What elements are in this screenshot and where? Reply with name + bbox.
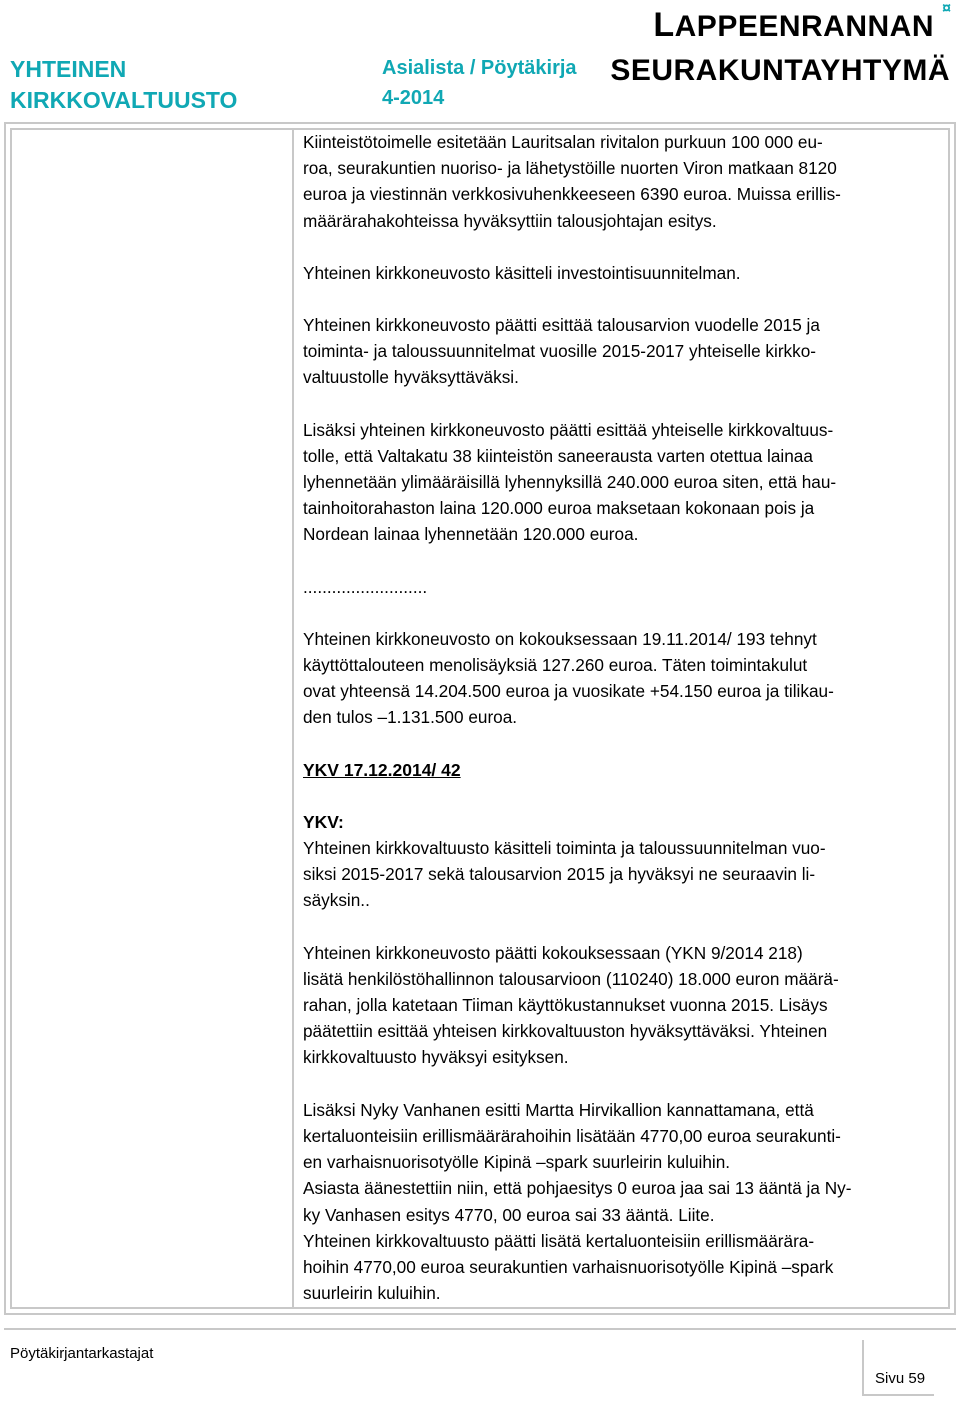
text-line: ky Vanhasen esitys 4770, 00 euroa sai 33 ääntä. Liite. [303,1204,715,1225]
text-line: Yhteinen kirkkoneuvosto päätti kokouksessaan (YKN 9/2014 218) [303,942,803,963]
section-heading: YKV 17.12.2014/ 42 [303,759,461,780]
ykv-section-heading [303,757,933,783]
text-line: tainhoitorahaston laina 120.000 euroa maksetaan kokonaan pois ja [303,498,815,519]
text-line: kirkkovaltuusto hyväksyi esityksen. [303,1047,569,1068]
text-line: käyttöttalouteen menolisäyksiä 127.260 euroa. Täten toimintakulut [303,655,808,676]
column-divider [292,128,294,1309]
text-line: Yhteinen kirkkovaltuusto käsitteli toiminta ja taloussuunnitelman vuo- [303,838,826,859]
text-line: suurleirin kuluihin. [303,1283,441,1304]
ykv-label: YKV: [303,811,344,832]
text-line: tolle, että Valtakatu 38 kiinteistön saneerausta varten otettua lainaa [303,445,813,466]
text-line: Asiasta äänestettiin niin, että pohjaesitys 0 euroa jaa sai 13 ääntä ja Ny- [303,1178,852,1199]
document-number: 4-2014 [382,87,445,109]
currency-sign-icon: ¤ [942,0,951,17]
text-line: en varhaisnuorisotyölle Kipinä –spark suurleirin kuluihin. [303,1152,731,1173]
text-line: Yhteinen kirkkoneuvosto käsitteli investointisuunnitelman. [303,262,741,283]
text-line: hoihin 4770,00 euroa seurakuntien varhaisnuorisotyölle Kipinä –spark [303,1256,834,1277]
text-line: valtuustolle hyväksyttäväksi. [303,367,519,388]
text-line: kertaluonteisiin erillismäärärahoihin lisätään 4770,00 euroa seurakunti- [303,1125,841,1146]
parish-name-line1 [653,6,934,45]
text-line: Nordean lainaa lyhennetään 120.000 euroa. [303,524,639,545]
text-line: lyhennetään ylimääräisillä lyhennyksillä 240.000 euroa siten, että hau- [303,472,837,493]
org-name-line1: YHTEINEN [10,56,127,82]
text-line: päätettiin esittää yhteisen kirkkovaltuuston hyväksyttäväksi. Yhteinen [303,1021,828,1042]
page-number: Sivu 59 [875,1370,926,1387]
text-line: rahan, jolla katetaan Tiiman käyttökustannukset vuonna 2015. Lisäys [303,995,828,1016]
text-line: toiminta- ja taloussuunnitelmat vuosille 2015-2017 yhteiselle kirkko- [303,341,817,362]
paragraph-ykv-decision [303,809,933,914]
text-line: Yhteinen kirkkoneuvosto on kokouksessaan 19.11.2014/ 193 tehnyt [303,628,817,649]
document-type: Asialista / Pöytäkirja [382,57,577,79]
text-line: siksi 2015-2017 sekä talousarvion 2015 ja hyväksyi ne seuraavin li- [303,864,816,885]
parish-name-rest: APPEENRANNAN [674,10,934,43]
text-line: den tulos –1.131.500 euroa. [303,707,518,728]
paragraph-tiima [303,940,933,1071]
text-line: ovat yhteensä 14.204.500 euroa ja vuosikate +54.150 euroa ja tilikau- [303,681,834,702]
text-line: lisätä henkilöstöhallinnon talousarvioon (110240) 18.000 euron määrä- [303,968,839,989]
text-line: Lisäksi Nyky Vanhanen esitti Martta Hirvikallion kannattamana, että [303,1099,814,1120]
org-name-line2: KIRKKOVALTUUSTO [10,87,238,113]
separator-dots [303,574,933,600]
document-body [303,129,933,1332]
text-line: määrärahakohteissa hyväksyttiin talousjohtajan esitys. [303,210,717,231]
text-line: säyksin.. [303,890,370,911]
paragraph-expenses [303,626,933,731]
text-line: roa, seurakuntien nuoriso- ja lähetystöille nuorten Viron matkaan 8120 [303,158,837,179]
paragraph-allocations [303,129,933,234]
page-number-box [862,1340,934,1396]
parish-name-line2: SEURAKUNTAYHTYMÄ [610,54,950,87]
text-line: Kiinteistötoimelle esitetään Lauritsalan rivitalon purkuun 100 000 eu- [303,132,823,152]
text-line: Yhteinen kirkkoneuvosto päätti esittää talousarvion vuodelle 2015 ja [303,315,820,336]
parish-initial: L [653,6,675,44]
footer-divider [4,1328,956,1330]
paragraph-vote [303,1097,933,1307]
paragraph-investment [303,260,933,286]
dotted-line: .......................... [303,576,428,597]
text-line: euroa ja viestinnän verkkosivuhenkkeeseen 6390 euroa. Muissa erillis- [303,184,841,205]
text-line: Yhteinen kirkkovaltuusto päätti lisätä kertaluonteisiin erillismäärära- [303,1230,815,1251]
text-line: Lisäksi yhteinen kirkkoneuvosto päätti esittää yhteiselle kirkkovaltuus- [303,419,834,440]
footer-reviewers: Pöytäkirjantarkastajat [10,1345,154,1362]
paragraph-loan [303,417,933,548]
paragraph-budget-decision [303,312,933,391]
